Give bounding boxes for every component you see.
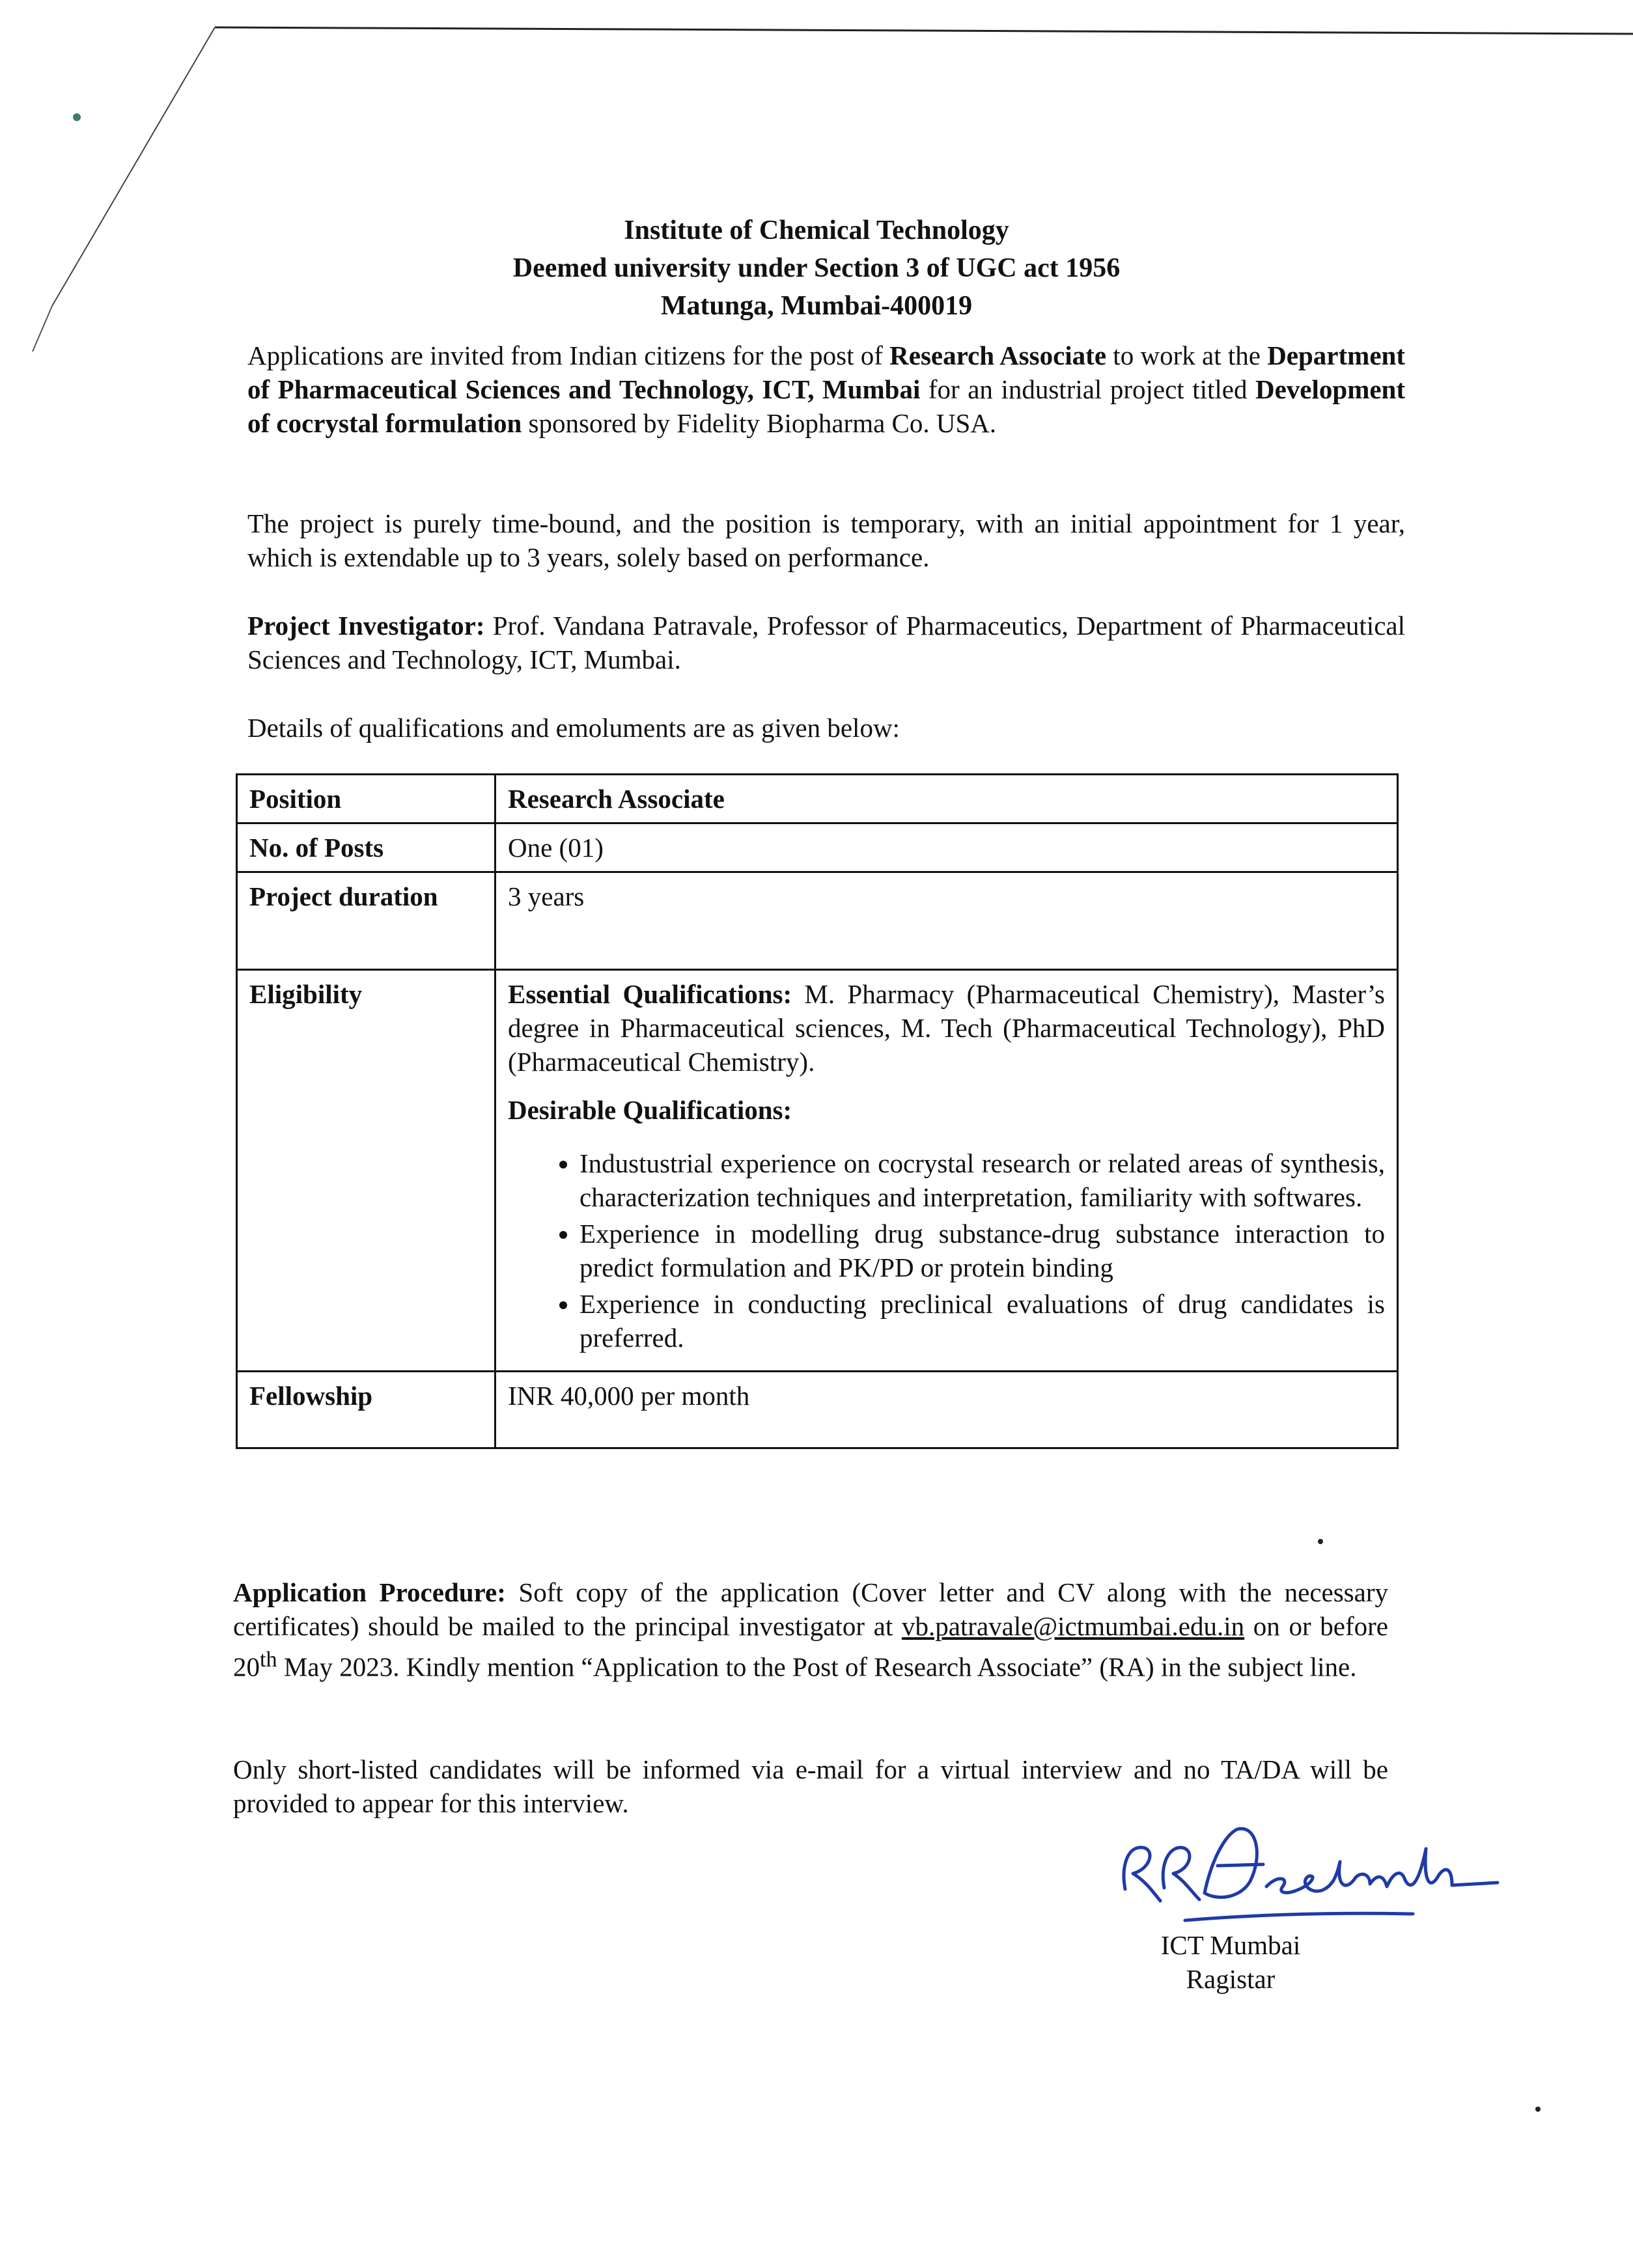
posts-label: No. of Posts: [237, 823, 495, 872]
list-item: • Experience in modelling drug substance-drug substance interaction to predict formulation and PK/PD or protein binding: [579, 1217, 1385, 1284]
table-row: [237, 970, 1398, 1372]
application-label: Application Procedure:: [233, 1577, 506, 1607]
intro-text-3: for an industrial project titled: [920, 374, 1255, 404]
eligibility-value: [495, 970, 1398, 1372]
table-row: [237, 775, 1398, 823]
desirable-label: Desirable Qualifications:: [508, 1095, 792, 1125]
application-text-1: Soft copy of the application (Cover letter and CV along with the necessary certificates) should be mailed to the principal investigator at: [233, 1577, 1388, 1641]
institute-name: Institute of Chemical Technology: [624, 215, 1009, 245]
essential-qualifications: [508, 977, 1385, 1079]
intro-text-1: Applications are invited from Indian citizens for the post of: [247, 340, 890, 370]
signature-image: [1107, 1810, 1524, 1927]
posts-value: One (01): [495, 823, 1398, 872]
position-label: Position: [237, 775, 495, 823]
intro-text-2: to work at the: [1106, 340, 1268, 370]
institute-status: Deemed university under Section 3 of UGC act 1956: [512, 253, 1121, 283]
shortlist-paragraph: Only short-listed candidates will be informed via e-mail for a virtual interview and no TA/DA will be provided to appear for this interview.: [233, 1754, 1388, 1818]
position-value-text: Research Associate: [508, 784, 725, 814]
application-text-2: on or before 20: [233, 1611, 1388, 1682]
department-name: Department of Pharmaceutical Sciences and Technology, ICT, Mumbai: [247, 340, 1405, 404]
duration-label: Project duration: [237, 872, 495, 970]
fellowship-value: INR 40,000 per month: [495, 1372, 1398, 1448]
email-link[interactable]: vb.patravale@ictmumbai.edu.in: [901, 1611, 1245, 1641]
signatory-org: ICT Mumbai: [1160, 1930, 1301, 1960]
investigator-label: Project Investigator:: [247, 611, 485, 641]
date-suffix: th: [260, 1648, 277, 1672]
table-row: [237, 1372, 1398, 1448]
post-name: Research Associate: [889, 340, 1107, 370]
details-intro: Details of qualifications and emoluments are as given below:: [247, 713, 900, 743]
intro-text-4: sponsored by Fidelity Biopharma Co. USA.: [522, 408, 997, 438]
eligibility-label: Eligibility: [237, 970, 495, 1372]
project-title: Development of cocrystal formulation: [247, 374, 1406, 438]
table-row: [237, 872, 1398, 970]
table-row: [237, 823, 1398, 872]
qualifications-table: [236, 773, 1399, 1449]
investigator-text: Prof. Vandana Patravale, Professor of Pharmaceutics, Department of Pharmaceutical Sciences and Technology, ICT, Mumbai.: [247, 611, 1405, 674]
essential-text: M. Pharmacy (Pharmaceutical Chemistry), Master’s degree in Pharmaceutical sciences, M. Tech (Pharmaceutical Technology), PhD (Pharmaceutical Chemistry).: [508, 979, 1385, 1077]
intro-paragraph: [247, 339, 1405, 440]
institute-address: Matunga, Mumbai-400019: [660, 291, 973, 321]
list-item: • Experience in conducting preclinical evaluations of drug candidates is preferred.: [579, 1287, 1385, 1355]
time-bound-paragraph: The project is purely time-bound, and the position is temporary, with an initial appointment for 1 year, which is extendable up to 3 years, solely based on performance.: [247, 508, 1405, 572]
institute-header: [0, 212, 1633, 325]
signatory-block: [1100, 1928, 1361, 1996]
fellowship-label: Fellowship: [237, 1372, 495, 1448]
essential-label: Essential Qualifications:: [508, 979, 792, 1009]
signatory-title: Ragistar: [1186, 1964, 1276, 1994]
duration-value: 3 years: [495, 872, 1398, 970]
application-procedure: [233, 1575, 1388, 1684]
desirable-list: [508, 1146, 1385, 1364]
position-value: [495, 775, 1398, 823]
investigator-paragraph: [247, 609, 1405, 676]
application-text-3: May 2023. Kindly mention “Application to the Post of Research Associate” (RA) in the subject line.: [277, 1652, 1357, 1682]
list-item: • Industustrial experience on cocrystal research or related areas of synthesis, characterization techniques and interpretation, familiarity with softwares.: [579, 1146, 1385, 1214]
